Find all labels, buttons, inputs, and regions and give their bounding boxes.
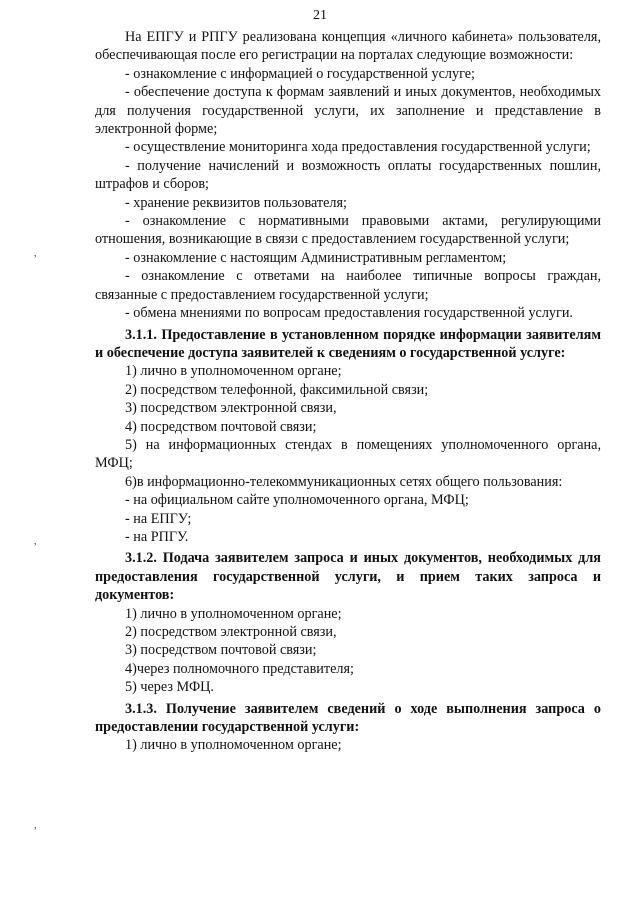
section-heading-3-1-3: 3.1.3. Получение заявителем сведений о ходе выполнения запроса о предоставлении государственной услуги: [95,700,601,736]
list-item: 2) посредством электронной связи, [125,624,337,640]
list-item: 1) лично в уполномоченном органе; [125,737,342,754]
list-item: - ознакомление с информацией о государственной услуге; [125,65,475,82]
list-item: 5) на информационных стендах в помещениях уполномоченного органа, МФЦ; [95,436,601,472]
list-item: 2) посредством телефонной, факсимильной связи; [125,381,429,398]
section-heading-3-1-2: 3.1.2. Подача заявителем запроса и иных документов, необходимых для предоставления государственной услуги, и прием таких запроса и документов: [95,550,601,604]
list-item: - ознакомление с ответами на наиболее типичные вопросы граждан, связанные с предоставлением государственной услуги; [95,268,601,303]
list-item: - ознакомление с нормативными правовыми актами, регулирующими отношения, возникающие в связи с предоставлением государственной услуги; [95,213,601,248]
list-item: - получение начислений и возможность оплаты государственных пошлин, штрафов и сборов; [95,157,601,193]
list-item: 5) через МФЦ. [125,679,214,696]
section-3-1-3-list [95,736,601,754]
intro-paragraph: На ЕПГУ и РПГУ реализована концепция «личного кабинета» пользователя, обеспечивающая после его регистрации на порталах следующие возможности: [95,29,601,64]
list-item: - обмена мнениями по вопросам предоставления государственной услуги. [125,305,573,322]
list-item: - ознакомление с настоящим Административным регламентом; [125,249,507,266]
section-3-1-1-list [95,362,601,546]
margin-mark: , [34,248,37,259]
section-3-1-2-list [95,605,601,697]
list-item: 1) лично в уполномоченном органе; [125,363,342,380]
list-item: - на официальном сайте уполномоченного органа, МФЦ; [125,492,469,509]
document-body [95,28,601,755]
list-item: 3) посредством электронной связи, [125,400,337,417]
list-item: - хранение реквизитов пользователя; [125,194,347,211]
list-item: 1) лично в уполномоченном органе; [125,605,342,622]
margin-mark: , [34,820,37,831]
list-item: - на ЕПГУ; [125,510,192,527]
capabilities-list [95,65,601,323]
list-item: - обеспечение доступа к формам заявлений и иных документов, необходимых для получения государственной услуги, их заполнение и представление в электронной форме; [95,84,601,138]
list-item: 6)в информационно-телекоммуникационных сетях общего пользования: [125,473,563,490]
list-item: 3) посредством почтовой связи; [125,642,317,659]
margin-mark: , [34,536,37,547]
section-heading-3-1-1: 3.1.1. Предоставление в установленном порядке информации заявителям и обеспечение доступа заявителей к сведениям о государственной услуге: [95,326,601,361]
list-item: - на РПГУ. [125,528,189,545]
page-number: 21 [313,8,327,23]
list-item: 4)через полномочного представителя; [125,660,354,677]
list-item: - осуществление мониторинга хода предоставления государственной услуги; [125,139,591,156]
list-item: 4) посредством почтовой связи; [125,418,317,435]
